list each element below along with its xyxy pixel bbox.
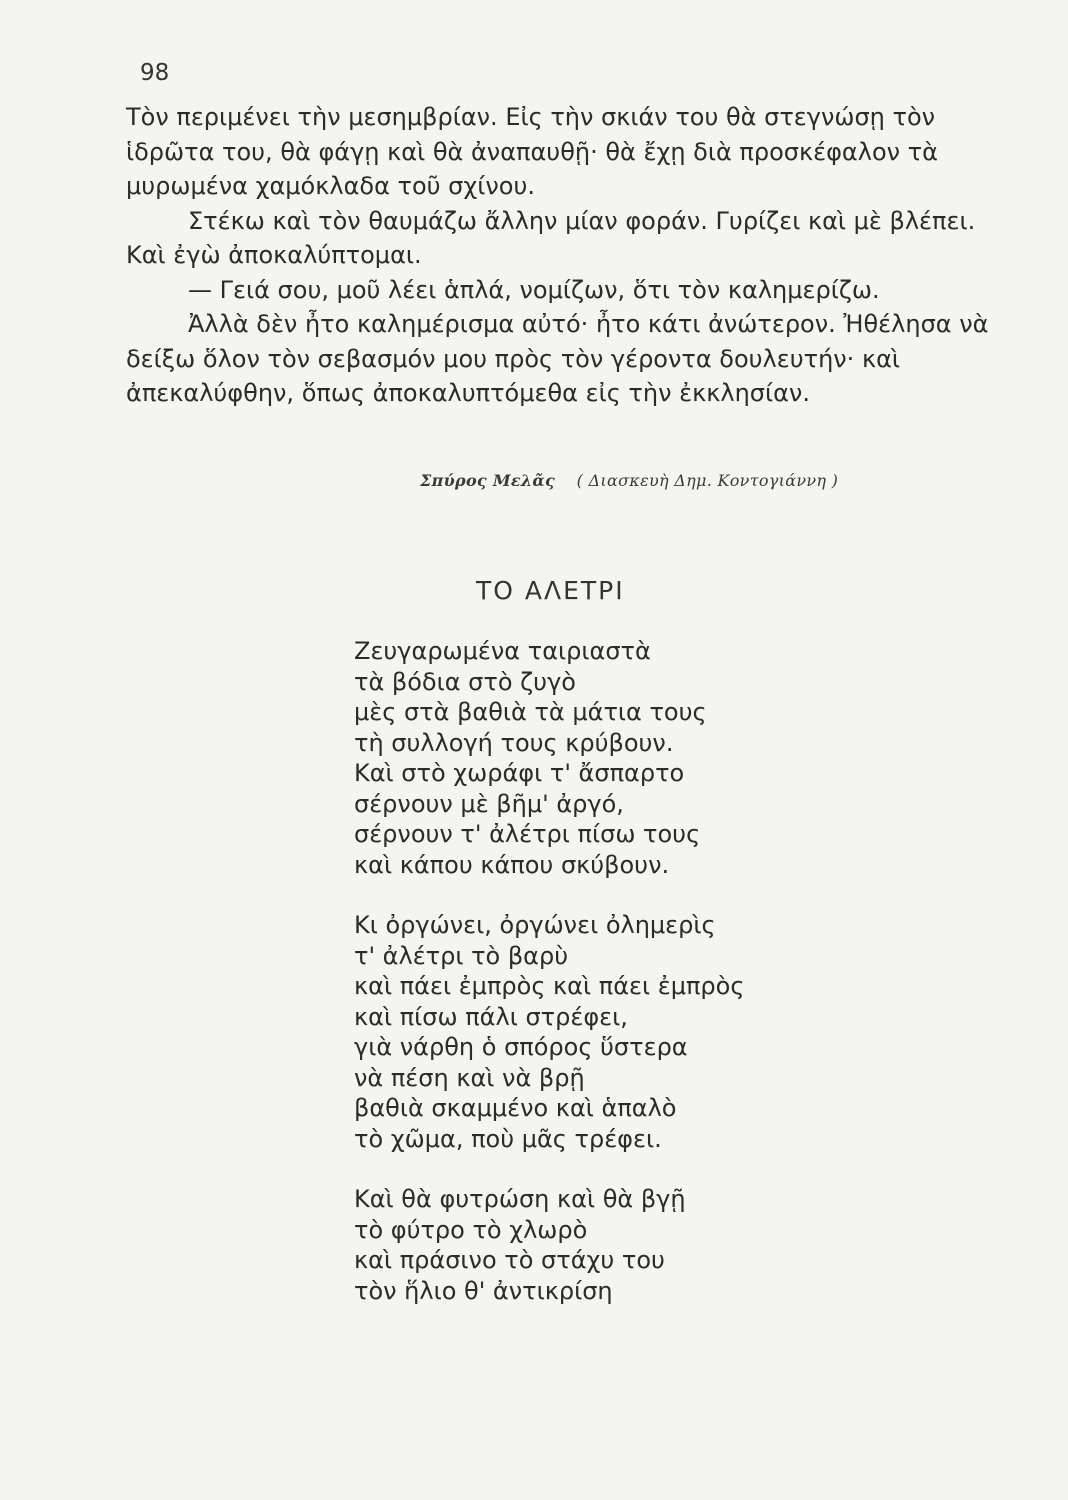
signature-adaptation: ( Διασκευὴ Δημ. Κοντογιάννη ) xyxy=(576,471,839,490)
stanza xyxy=(354,910,954,1154)
poem-line: τὸ φύτρο τὸ χλωρὸ xyxy=(354,1215,588,1244)
prose-paragraph: — Γειά σου, μοῦ λέει ἁπλά, νομίζων, ὅτι τὸν καλημερίζω. xyxy=(188,275,880,304)
poem-line: Κι ὀργώνει, ὀργώνει ὀλημερὶς xyxy=(354,911,716,939)
prose-paragraph: Τὸν περιμένει τὴν μεσημβρίαν. Εἰς τὴν σκιάν του θὰ στεγνώσῃ τὸν ἱδρῶτα του, θὰ φάγῃ καὶ θὰ ἀναπαυθῇ· θὰ ἔχῃ διὰ προσκέφαλον τὰ μυρωμένα χαμόκλαδα τοῦ σχίνου. xyxy=(126,103,938,200)
poem xyxy=(354,636,954,1336)
page-number: 98 xyxy=(140,60,170,86)
signature xyxy=(420,471,1020,490)
poem-line: καὶ πίσω πάλι στρέφει, xyxy=(354,1002,628,1031)
poem-line: Ζευγαρωμένα ταιριαστὰ xyxy=(354,637,651,665)
poem-line: καὶ κάπου κάπου σκύβουν. xyxy=(354,850,670,879)
poem-line: μὲς στὰ βαθιὰ τὰ μάτια τους xyxy=(354,698,707,726)
stanza xyxy=(354,1184,954,1306)
poem-line: τὸν ἥλιο θ' ἀντικρίση xyxy=(354,1276,613,1305)
poem-line: τὴ συλλογή τους κρύβουν. xyxy=(354,728,674,757)
poem-line: τὰ βόδια στὸ ζυγὸ xyxy=(354,667,576,696)
prose-block xyxy=(126,100,1006,411)
poem-line: νὰ πέση καὶ νὰ βρῇ xyxy=(354,1063,585,1092)
signature-author: Σπύρος Μελᾶς xyxy=(420,471,556,490)
stanza xyxy=(354,636,954,880)
poem-line: Καὶ στὸ χωράφι τ' ἄσπαρτο xyxy=(354,759,685,787)
poem-line: Καὶ θὰ φυτρώση καὶ θὰ βγῇ xyxy=(354,1185,686,1213)
prose-paragraph: Στέκω καὶ τὸν θαυμάζω ἄλλην μίαν φοράν. Γυρίζει καὶ μὲ βλέπει. Καὶ ἐγὼ ἀποκαλύπτομαι. xyxy=(126,206,976,269)
poem-line: τ' ἀλέτρι τὸ βαρὺ xyxy=(354,941,569,970)
poem-line: καὶ πάει ἐμπρὸς καὶ πάει ἐμπρὸς xyxy=(354,972,745,1000)
poem-title: ΤΟ ΑΛΕΤΡΙ xyxy=(476,576,625,605)
poem-line: γιὰ νάρθη ὁ σπόρος ὕστερα xyxy=(354,1033,688,1061)
poem-line: καὶ πράσινο τὸ στάχυ του xyxy=(354,1246,665,1274)
prose-paragraph: Ἀλλὰ δὲν ἦτο καλημέρισμα αὐτό· ἦτο κάτι ἀνώτερον. Ἠθέλησα νὰ δείξω ὅλον τὸν σεβασμόν μου πρὸς τὸν γέροντα δουλευτήν· καὶ ἀπεκαλύφθην, ὅπως ἀποκαλυπτόμεθα εἰς τὴν ἐκκλησίαν. xyxy=(126,310,989,407)
poem-line: σέρνουν τ' ἀλέτρι πίσω τους xyxy=(354,820,701,848)
poem-line: τὸ χῶμα, ποὺ μᾶς τρέφει. xyxy=(354,1124,662,1153)
poem-line: βαθιὰ σκαμμένο καὶ ἁπαλὸ xyxy=(354,1094,677,1122)
poem-line: σέρνουν μὲ βῆμ' ἀργό, xyxy=(354,789,624,818)
